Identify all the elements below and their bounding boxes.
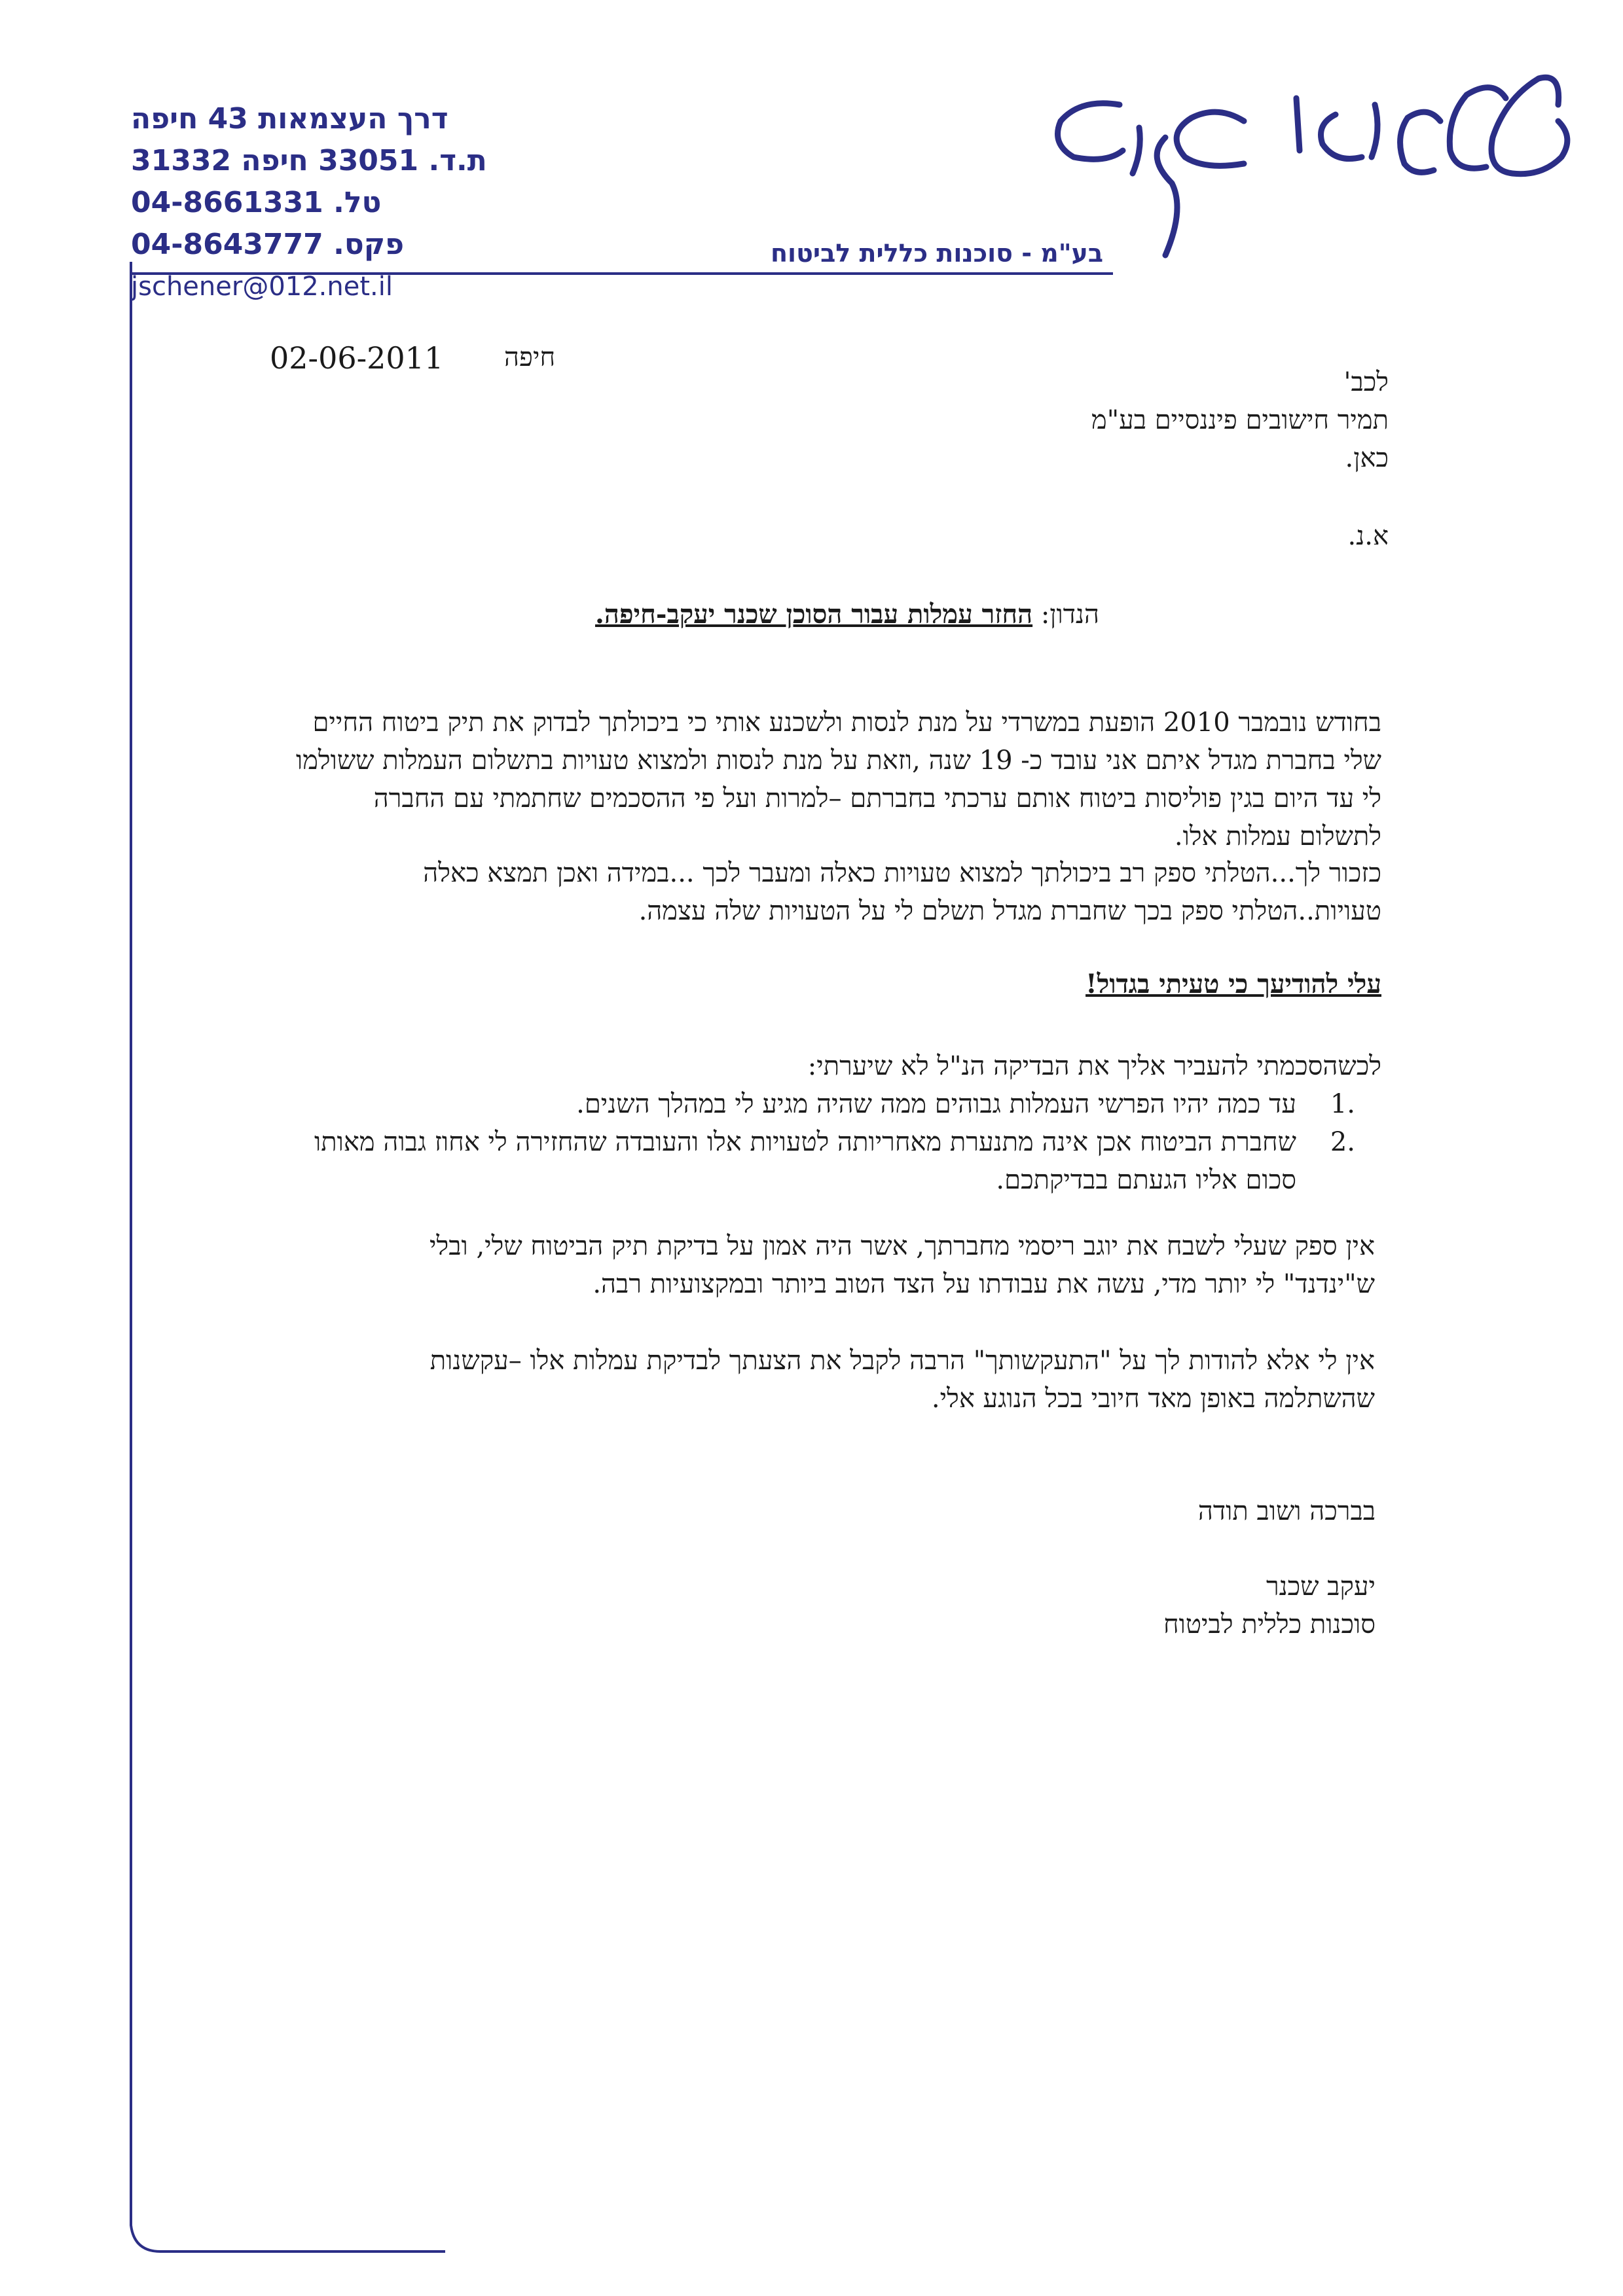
subject-label: הנדון:: [1040, 600, 1099, 630]
paragraph-2: כזכור לך...הטלתי ספק רב ביכולתך למצוא טעויות כאלה ומעבר לכך ...במידה ואכן תמצא כאלה טעויות..הטלתי ספק בכך שחברת מגדל תשלם לי על הטעויות שלה עצמה.: [423, 858, 1381, 926]
recipient-line-3: כאן.: [1345, 443, 1389, 473]
recipient-line-1: לכב': [1343, 367, 1389, 397]
subject-line: [595, 599, 1099, 630]
salutation: א.נ.: [1347, 521, 1389, 551]
fax-line: פקס. 04-8643777: [131, 228, 405, 261]
subject-text: החזר עמלות עבור הסוכן שכנר יעקב-חיפה.: [594, 599, 1033, 630]
contact-block: [131, 98, 498, 308]
signature-block: [1163, 1568, 1376, 1643]
pobox-line: ת.ד. 33051 חיפה 31332: [131, 144, 487, 177]
list-item: [295, 1123, 1355, 1199]
list-item-text: עד כמה יהיו הפרשי העמלות גבוהים ממה שהיה מגיע לי במהלך השנים.: [576, 1089, 1296, 1119]
recipient-line-2: תמיר חישובים פיננסיים בע"מ: [1091, 405, 1389, 435]
paragraph-4: אין לי אלא להודות לך על "התעקשותך" הרבה לקבל את הצעתך לבדיקת עמלות אלו –עקשנות שהשתלמה באופן מאד חיובי בכל הנוגע אלי.: [429, 1346, 1375, 1414]
emphasis-line: [295, 965, 1381, 1003]
closing: בברכה ושוב תודה: [1197, 1496, 1376, 1526]
recipient-block: [1091, 363, 1389, 477]
company-subtitle: בע"מ - סוכנות כללית לביטוח: [770, 239, 1103, 268]
findings-list: [295, 1085, 1381, 1199]
letter-date: 02-06-2011: [270, 340, 444, 376]
list-section: [295, 1047, 1381, 1199]
emphasis-text: עלי להודיעך כי טעיתי בגדול!: [1085, 969, 1381, 999]
paragraph-1: בחודש נובמבר 2010 הופעת במשרדי על מנת לנסות ולשכנע אותי כי ביכולתך לבדוק את תיק ביטוח החיים שלי בחברת מגדל איתם אני עובד כ- 19 שנה ,וזאת על מנת לנסות ולמצוא טעויות בתשלום העמלות ששולמו לי עד היום בגין פוליסות ביטוח אותם ערכתי בחברתם –למרות ועל פי ההסכמים שחתמתי עם החברה לתשלום עמלות אלו.: [295, 708, 1381, 852]
list-item-number: 1.: [1330, 1089, 1355, 1119]
phone-line: טל. 04-8661331: [131, 186, 382, 219]
list-item-text: שחברת הביטוח אכן אינה מתנערת מאחריותה לטעויות אלו והעובדה שהחזירה לי אחוז גבוה מאותו סכום אליו הגעתם בבדיקתכם.: [314, 1127, 1296, 1195]
list-intro: לכשהסכמתי להעביר אליך את הבדיקה הנ"ל לא שיערתי:: [807, 1051, 1381, 1081]
list-item-number: 2.: [1330, 1127, 1355, 1157]
signature-name: יעקב שכנר: [1266, 1571, 1376, 1602]
address-line: דרך העצמאות 43 חיפה: [131, 102, 448, 135]
list-item: [295, 1085, 1355, 1123]
letter-city: חיפה: [504, 342, 556, 372]
email-line[interactable]: jschener@012.net.il: [131, 272, 393, 302]
paragraph-3: אין ספק שעלי לשבח את יוגב ריסמי מחברתך, אשר היה אמון על בדיקת תיק הביטוח שלי, ובלי ש"ינדנד" לי יותר מדי, עשה את עבודתו על הצד הטוב ביותר ובמקצועיות רבה.: [429, 1231, 1375, 1299]
signature-title: סוכנות כללית לביטוח: [1163, 1609, 1376, 1640]
